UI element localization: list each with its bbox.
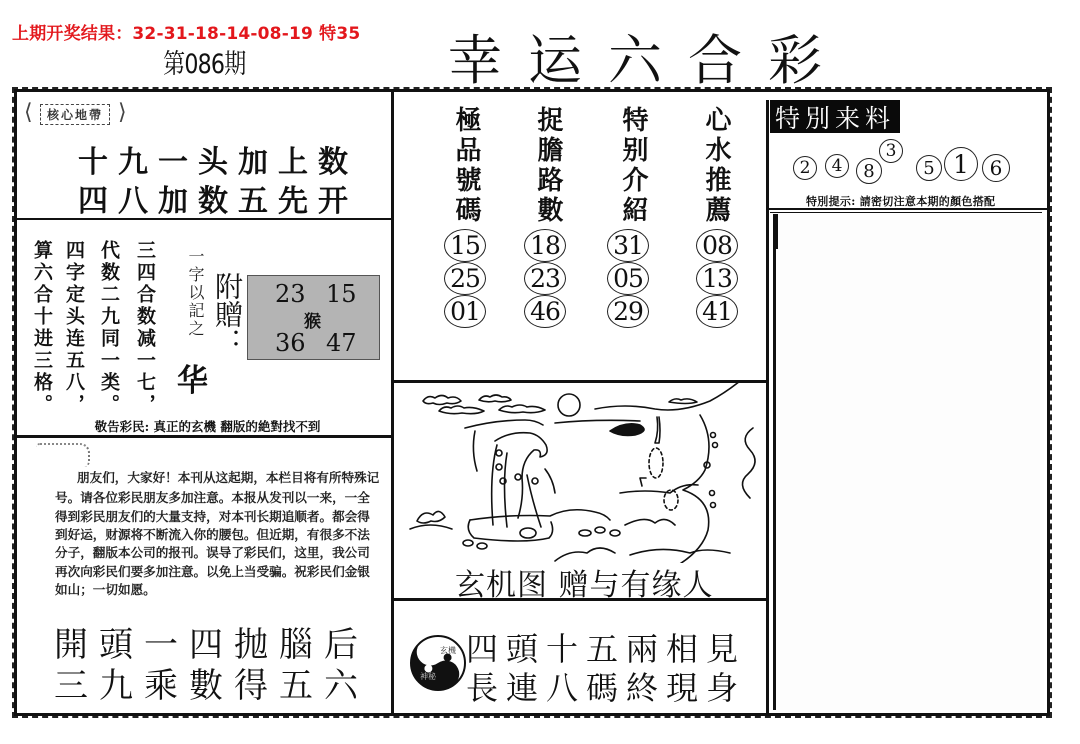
gift-number-box [247,275,380,360]
number-ball: 31 [607,229,649,262]
yin-yang-icon [410,635,466,691]
bulletin-line: 再次向彩民们要多加注意。以免上当受骗。祝彩民们金银 [55,564,370,579]
poem-column-3: 四字定头连五八， [63,240,85,416]
special-material-banner: 特別来料 [770,100,900,133]
number-ball: 25 [444,262,486,295]
riddle-bottom-line-2: 三九乘數得五六 [54,666,369,706]
ribbon-right-icon: ⟩ [118,100,127,125]
warning-notice: 敬告彩民: 真正的玄機 翻版的絶對找不到 [94,419,321,434]
last-draw-result: 上期开奖结果：32-31-18-14-08-19 特35 [12,24,361,44]
number-ball: 08 [696,229,738,262]
number-ball: 15 [444,229,486,262]
gift-number: 36 [275,329,306,357]
circled-number: 4 [825,154,849,178]
bulletin-line: 分子，翻版本公司的报刊。误导了彩民们，这里，我公司 [55,545,370,560]
column-header: 特别介紹 [618,106,648,226]
riddle-middle-line-1: 四頭十五兩相見 [466,630,747,668]
divider-middle-right [766,100,769,714]
panel-corner-mark [773,214,778,249]
bulletin-line: 号。请各位彩民朋友多加注意。本报从发刊以一来，一全 [55,490,370,505]
bulletin-line: 朋友们，大家好！本刊从这起期，本栏目将有所特殊记 [77,470,380,485]
column-header: 心水推薦 [701,106,731,226]
number-ball: 05 [607,262,649,295]
page-title: 幸运六合彩 [448,29,848,92]
yin-yang-label: 神秘 [420,672,436,681]
riddle-bottom-line-1: 開頭一四抛腦后 [54,625,369,665]
number-ball: 18 [524,229,566,262]
number-ball: 13 [696,262,738,295]
column-header: 捉膽路數 [533,106,563,226]
divider-left-middle [391,89,394,714]
divider-left-2 [14,435,392,438]
column-header: 極品號碼 [451,106,481,226]
circled-number: 6 [982,154,1010,182]
gift-number: 47 [326,329,357,357]
hint-character: 华 [177,363,208,399]
ribbon-left-icon: ⟨ [24,100,33,125]
number-ball: 23 [524,262,566,295]
illustration-caption: 玄机图 赠与有缘人 [455,568,714,603]
goat-riddle-illustration [395,383,765,563]
gift-number: 15 [326,280,357,308]
circled-number: 3 [879,139,903,163]
poem-column-2: 代数二九同一类。 [98,240,120,416]
number-ball: 01 [444,295,486,328]
special-tip: 特別提示: 請密切注意本期的顏色搭配 [806,195,996,208]
number-ball: 41 [696,295,738,328]
gift-label: 附贈： [211,272,244,356]
poem-column-1: 三四合数减一七， [134,240,156,416]
yin-yang-label: 玄機 [440,646,456,655]
gift-zodiac: 猴 [304,312,321,332]
bulletin-line: 得到彩民朋友们的大量支持，对本刊长期追顺者。都会得 [55,509,370,524]
circled-number: 5 [916,155,942,181]
hint-vertical-text: 一字以記之 [186,248,205,338]
empty-content-panel [773,214,1044,710]
number-ball: 46 [524,295,566,328]
poem-column-4: 算六合十进三格。 [31,240,53,416]
section-badge: 核心地帶 [40,104,110,125]
number-ball: 29 [607,295,649,328]
issue-number: 第086期 [163,49,246,80]
circled-number: 2 [793,156,817,180]
gift-number: 23 [275,280,306,308]
bulletin-line: 到好运，财源将不断流入你的腰包。但近期，有很多不法 [55,527,370,542]
bulletin-line: 如山；一切如愿。 [55,582,156,597]
divider-right-2 [770,212,1042,213]
circled-number: 1 [944,147,978,181]
riddle-middle-line-2: 長連八碼終現身 [466,669,747,707]
riddle-top-line-2: 四八加数五先开 [78,184,358,219]
circled-number: 8 [856,158,882,184]
dog-stamp-icon [36,443,90,467]
riddle-top-line-1: 十九一头加上数 [78,145,358,180]
